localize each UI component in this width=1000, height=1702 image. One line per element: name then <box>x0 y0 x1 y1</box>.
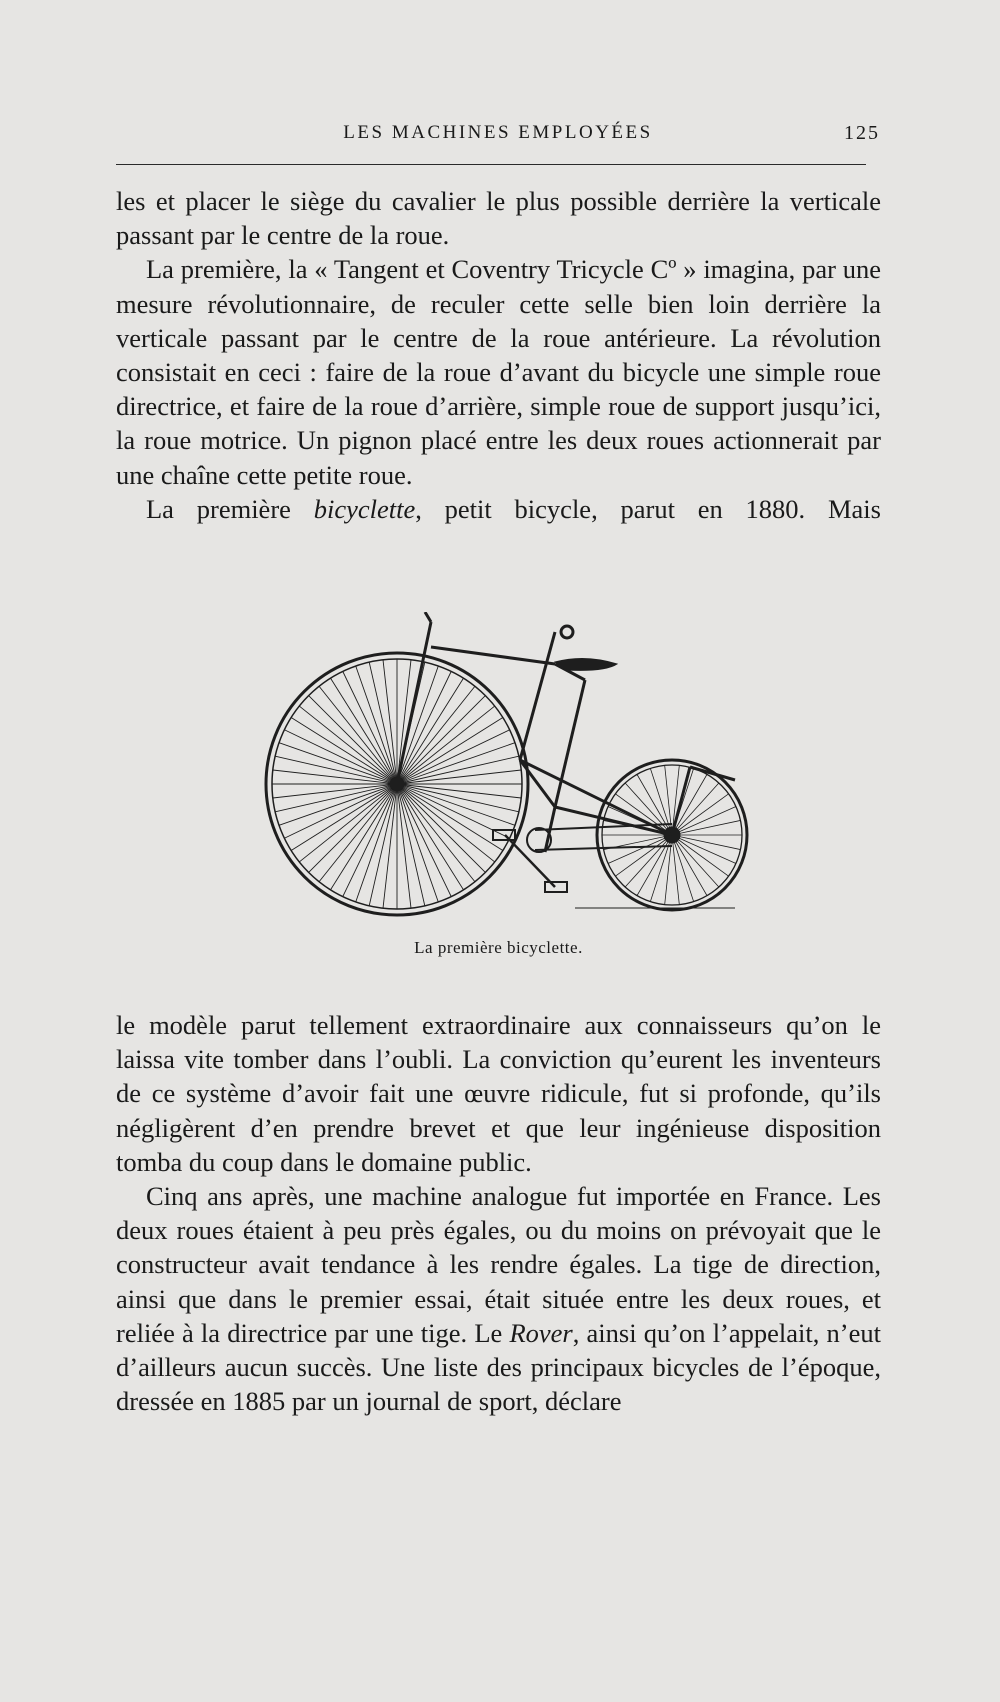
saddle <box>555 658 617 670</box>
paragraph-2: La première, la « Tangent et Coventry Tricycle Cº » imagina, par une mesure révolutionnaire, de reculer cette selle bien loin derrière la verticale passant par le centre de la roue antérieure. La révolution consistait en ceci : faire de la roue d’avant du bicycle une simple roue directrice, et faire de la roue d’arrière, simple roue de support jusqu’ici, la roue motrice. Un pignon placé entre les deux roues actionnerait par une chaîne cette petite roue. <box>116 254 881 490</box>
header-rule <box>116 164 866 165</box>
paragraph-5-start: Cinq ans après, une machine analogue fut importée en France. Les deux roues étaient à peu près égales, ou du moins on prévoyait que le constructeur avait tendance à les rendre égales. La tige de direction, ainsi que dans le premier essai, était située entre les deux roues, et reliée à la directrice par une tige. Le <box>116 1181 881 1348</box>
figure-caption: La première bicyclette. <box>414 938 583 957</box>
paragraph-5-end: , ainsi qu’on l’appelait, n’eut d’ailleurs aucun succès. Une liste des principaux bicycles de l’époque, dressée en 1885 par un journal de sport, déclare <box>116 1317 882 1417</box>
paragraph-3 <box>116 492 881 526</box>
text-block-top <box>116 184 881 526</box>
paragraph-5 <box>116 1179 881 1418</box>
handlebar-grip <box>561 626 573 638</box>
italic-bicyclette: bicyclette <box>313 493 416 524</box>
paragraph-4: le modèle parut tellement extraordinaire aux connaisseurs qu’on le laissa vite tomber dans l’oubli. La conviction qu’eurent les inventeurs de ce système d’avoir fait une œuvre ridicule, fut si profonde, qu’ils négligèrent d’en prendre brevet et que leur ingénieuse disposition tomba du coup dans le domaine public. <box>116 1010 881 1177</box>
pedal-right <box>545 882 567 892</box>
paragraph-3-end: , petit bicycle, parut en 1880. Mais <box>415 493 881 524</box>
running-title: LES MACHINES EMPLOYÉES <box>343 122 653 143</box>
page-number: 125 <box>844 122 880 144</box>
page-header <box>116 122 880 152</box>
bicycle-illustration <box>255 612 755 922</box>
text-block-bottom <box>116 1008 881 1418</box>
italic-rover: Rover <box>509 1317 573 1348</box>
paragraph-3-start: La première <box>146 493 314 524</box>
paragraph-1: les et placer le siège du cavalier le plus possible derrière la verticale passant par le centre de la roue. <box>116 186 881 251</box>
